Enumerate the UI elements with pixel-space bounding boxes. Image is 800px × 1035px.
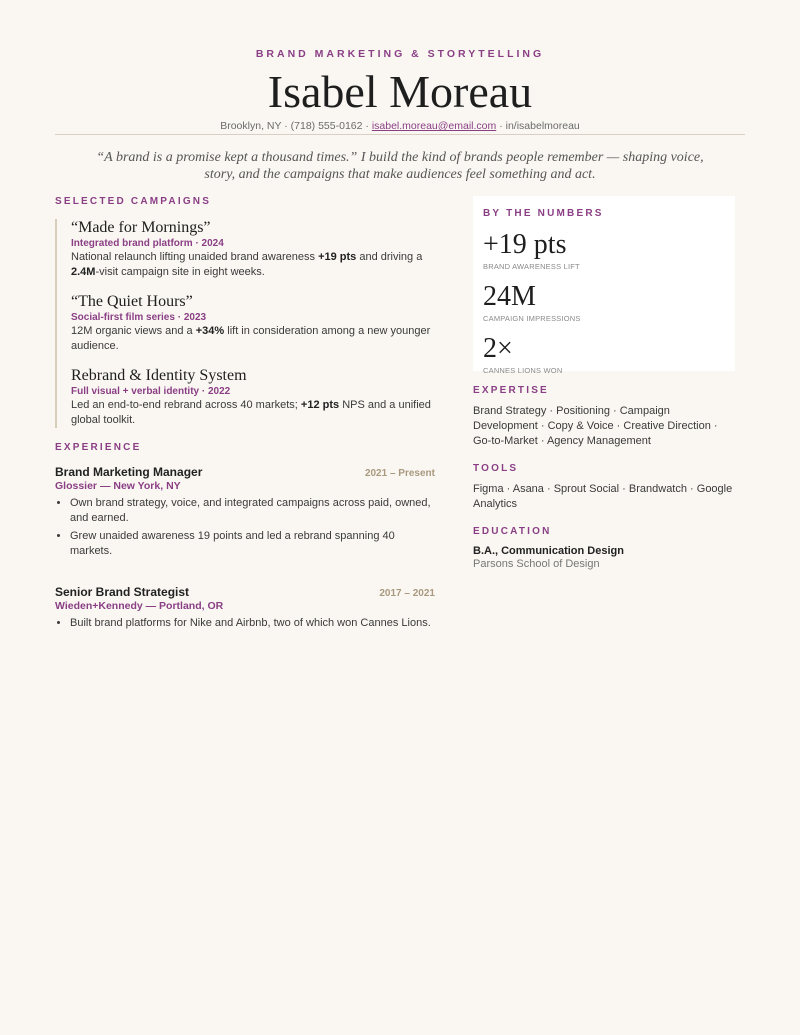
stat-label: CANNES LIONS WON xyxy=(483,366,563,375)
contact-separator: · xyxy=(362,120,372,132)
campaign-description xyxy=(71,250,435,280)
desc-highlight: 2.4M xyxy=(71,266,96,278)
header-kicker: BRAND MARKETING & STORYTELLING xyxy=(255,48,545,60)
expertise-section xyxy=(473,385,735,449)
desc-highlight: +12 pts xyxy=(300,399,340,411)
contact-phone: (718) 555-0162 xyxy=(290,120,363,132)
campaign-title: Rebrand & Identity System xyxy=(71,367,247,384)
campaign-meta: Integrated brand platform · 2024 xyxy=(71,238,224,249)
education-degree: B.A., Communication Design xyxy=(473,545,624,557)
job-bullet: • Own brand strategy, voice, and integrated campaigns across paid, owned, and earned. xyxy=(70,496,435,526)
job-entry xyxy=(55,465,435,559)
campaign-description xyxy=(71,324,435,354)
desc-text: lift in consideration among a new younger audience. xyxy=(71,325,431,352)
header-divider xyxy=(55,134,745,135)
left-column xyxy=(55,196,435,634)
section-title-experience: EXPERIENCE xyxy=(55,442,142,453)
job-bullet: • Grew unaided awareness 19 points and led a rebrand spanning 40 markets. xyxy=(70,529,435,559)
section-title-numbers: BY THE NUMBERS xyxy=(483,208,604,219)
numbers-panel xyxy=(473,196,735,375)
tools-section xyxy=(473,463,735,512)
contact-line xyxy=(0,120,800,132)
stat-value: 2× xyxy=(483,333,513,364)
job-bullets xyxy=(55,496,435,559)
campaign-title: “Made for Mornings” xyxy=(71,219,211,236)
desc-highlight: +19 pts xyxy=(318,251,357,263)
campaign-description xyxy=(71,398,435,428)
job-bullets xyxy=(55,616,435,631)
right-column xyxy=(473,196,735,570)
contact-separator: · xyxy=(281,120,291,132)
desc-text: 12M organic views and a xyxy=(71,325,196,337)
campaign-meta: Full visual + verbal identity · 2022 xyxy=(71,386,231,397)
job-title: Senior Brand Strategist xyxy=(55,585,190,599)
contact-email-link[interactable]: isabel.moreau@email.com xyxy=(371,120,497,132)
contact-separator: · xyxy=(496,120,506,132)
stat-item xyxy=(483,335,725,375)
job-header xyxy=(55,465,435,479)
expertise-list: Brand Strategy · Positioning · Campaign Development · Copy & Voice · Creative Direction · Go-to-Market · Agency Management xyxy=(473,405,718,447)
candidate-name: Isabel Moreau xyxy=(267,66,533,117)
stat-item xyxy=(483,283,725,323)
personal-statement: “A brand is a promise kept a thousand times.” I build the kind of brands people remember — shaping voice, story, and the campaigns that make audiences feel something and act. xyxy=(96,150,704,182)
desc-text: National relaunch lifting unaided brand awareness xyxy=(71,251,319,263)
education-school: Parsons School of Design xyxy=(473,558,600,570)
campaign-item xyxy=(71,293,435,354)
job-dates: 2021 – Present xyxy=(364,468,435,479)
job-bullet: • Built brand platforms for Nike and Airbnb, two of which won Cannes Lions. xyxy=(70,616,435,631)
stat-item xyxy=(483,231,725,271)
job-organization: Wieden+Kennedy — Portland, OR xyxy=(55,600,224,612)
campaign-title: “The Quiet Hours” xyxy=(71,293,193,310)
campaigns-list xyxy=(55,219,435,428)
section-title-campaigns: SELECTED CAMPAIGNS xyxy=(55,196,212,207)
stat-label: BRAND AWARENESS LIFT xyxy=(483,262,580,271)
desc-highlight: +34% xyxy=(195,325,225,337)
job-organization: Glossier — New York, NY xyxy=(55,480,181,492)
section-title-expertise: EXPERTISE xyxy=(473,385,549,396)
section-title-tools: TOOLS xyxy=(473,463,519,474)
contact-location: Brooklyn, NY xyxy=(220,120,282,132)
campaign-item xyxy=(71,219,435,280)
stat-value: +19 pts xyxy=(483,229,567,260)
job-entry xyxy=(55,585,435,631)
job-header xyxy=(55,585,435,599)
contact-linkedin: in/isabelmoreau xyxy=(505,120,580,132)
campaign-item xyxy=(71,367,435,428)
stat-label: CAMPAIGN IMPRESSIONS xyxy=(483,314,581,323)
desc-text: and driving a xyxy=(356,251,423,263)
tools-list: Figma · Asana · Sprout Social · Brandwatch · Google Analytics xyxy=(473,483,733,510)
desc-text: -visit campaign site in eight weeks. xyxy=(95,266,265,278)
desc-text: Led an end-to-end rebrand across 40 markets; xyxy=(71,399,301,411)
desc-text: NPS and a unified global toolkit. xyxy=(71,399,431,426)
education-section xyxy=(473,526,735,570)
job-title: Brand Marketing Manager xyxy=(55,465,203,479)
campaign-meta: Social-first film series · 2023 xyxy=(71,312,207,323)
stat-value: 24M xyxy=(483,281,536,312)
job-dates: 2017 – 2021 xyxy=(379,588,435,599)
section-title-education: EDUCATION xyxy=(473,526,552,537)
